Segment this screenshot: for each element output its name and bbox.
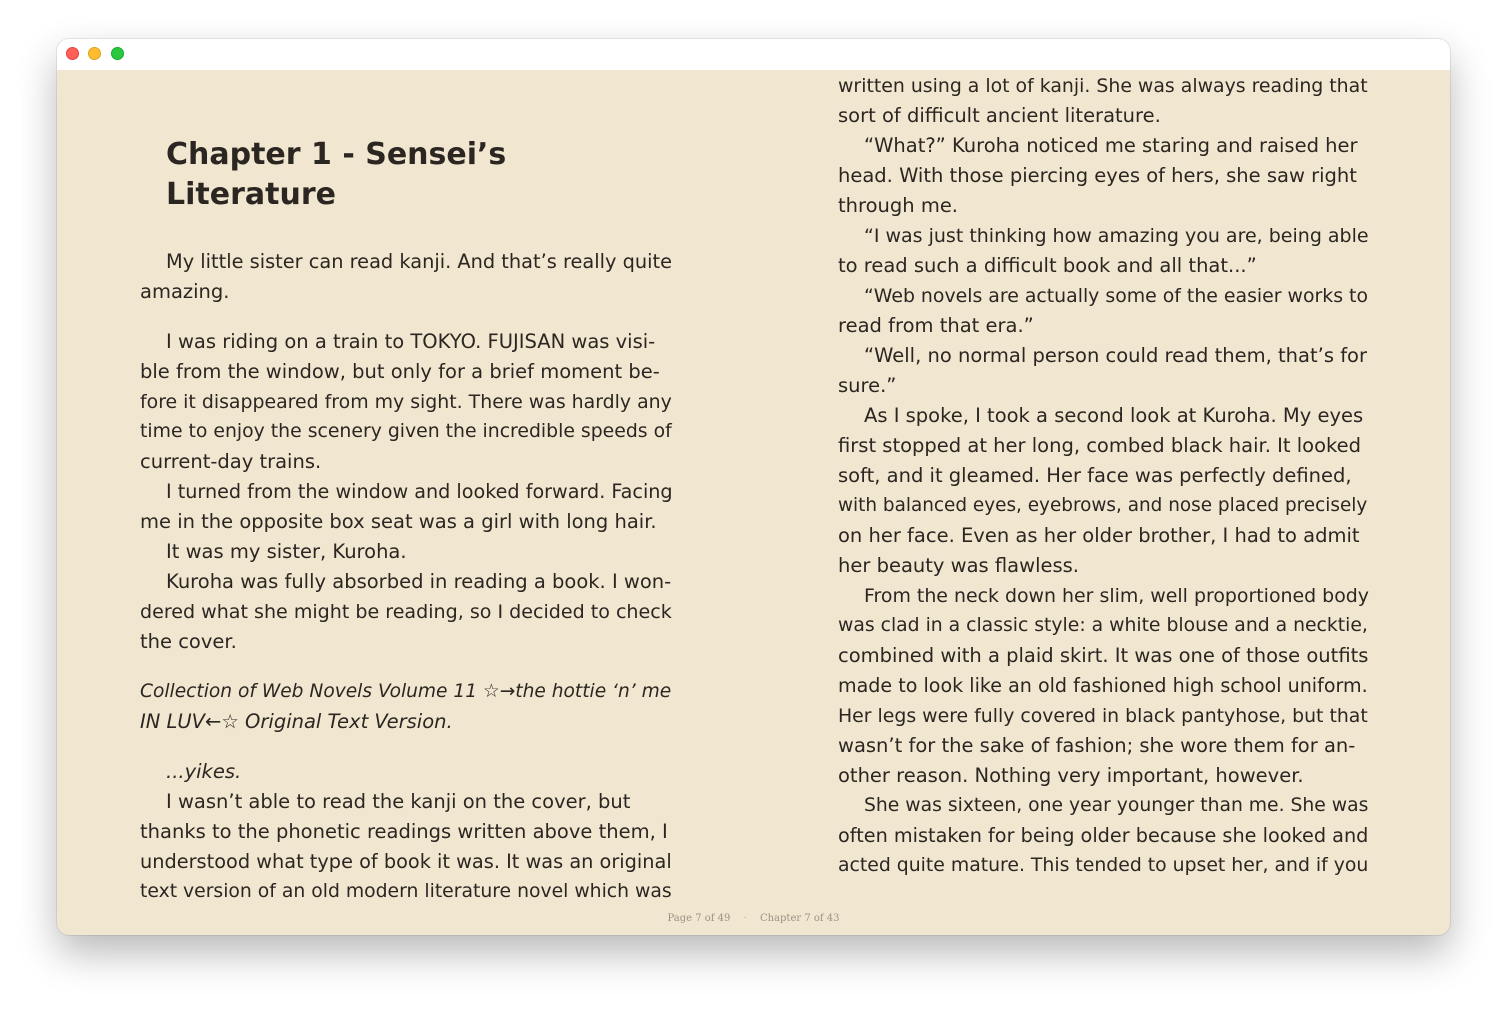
chapter-indicator: Chapter 7 of 43 (759, 913, 840, 924)
text-line: sure.” (838, 374, 897, 397)
text-line: It was my sister, Kuroha. (166, 540, 407, 563)
text-line: current-day trains. (140, 450, 322, 473)
text-line: head. With those piercing eyes of hers, she saw right (838, 164, 1357, 187)
text-line: often mistaken for being older because she looked and (838, 824, 1369, 847)
right-page[interactable] (838, 71, 1368, 881)
footer-separator: · (743, 913, 747, 924)
text-line: was clad in a classic style: a white blouse and a necktie, (838, 615, 1368, 636)
text-line: sort of difficult ancient literature. (838, 104, 1161, 127)
text-line: dered what she might be reading, so I decided to check (140, 601, 672, 623)
text-line: written using a lot of kanji. She was always reading that (838, 75, 1368, 97)
text-line: I was riding on a train to TOKYO. FUJISAN was visi- (166, 330, 656, 353)
text-line: with balanced eyes, eyebrows, and nose placed precisely (838, 495, 1368, 516)
text-line: thanks to the phonetic readings written above them, I (140, 820, 668, 843)
text-line: As I spoke, I took a second look at Kuroha. My eyes (864, 404, 1364, 427)
text-line: She was sixteen, one year younger than me. She was (864, 795, 1369, 816)
text-line: IN LUV←☆ Original Text Version. (140, 710, 453, 733)
text-line: text version of an old modern literature novel which was (140, 881, 672, 902)
text-line: understood what type of book it was. It was an original (140, 850, 672, 873)
left-page-text (140, 247, 672, 907)
text-line: the cover. (140, 630, 237, 653)
right-page-text (838, 71, 1368, 881)
text-line: made to look like an old fashioned high school uniform. (838, 674, 1368, 697)
text-line: Kuroha was fully absorbed in reading a book. I won- (166, 570, 672, 593)
title-bar[interactable] (57, 39, 1450, 70)
left-page[interactable] (140, 135, 672, 907)
page-indicator: Page 7 of 49 (667, 913, 731, 924)
text-line: read from that era.” (838, 314, 1034, 337)
text-line: I wasn’t able to read the kanji on the cover, but (166, 790, 631, 813)
text-line: fore it disappeared from my sight. There was hardly any (140, 391, 672, 413)
page-footer (57, 913, 1450, 924)
text-line: to read such a difficult book and all that...” (838, 254, 1257, 277)
text-line: “What?” Kuroha noticed me staring and raised her (864, 134, 1358, 157)
text-line: first stopped at her long, combed black hair. It looked (838, 434, 1361, 457)
text-line: Collection of Web Novels Volume 11 ☆→the hottie ‘n’ me (140, 681, 672, 702)
close-button[interactable] (66, 47, 79, 60)
text-line: wasn’t for the sake of fashion; she wore them for an- (838, 734, 1356, 757)
chapter-title: Chapter 1 - Sensei’s Literature (166, 137, 507, 212)
text-line: time to enjoy the scenery given the incredible speeds of (140, 421, 672, 442)
text-line: “Web novels are actually some of the easier works to (864, 285, 1368, 307)
text-line: Her legs were fully covered in black pantyhose, but that (838, 705, 1368, 727)
text-line: “I was just thinking how amazing you are, being able (864, 225, 1369, 247)
text-line: other reason. Nothing very important, however. (838, 764, 1304, 787)
text-line: ble from the window, but only for a brief moment be- (140, 360, 660, 383)
minimize-button[interactable] (88, 47, 101, 60)
text-line: me in the opposite box seat was a girl with long hair. (140, 510, 657, 533)
zoom-button[interactable] (111, 47, 124, 60)
text-line: on her face. Even as her older brother, I had to admit (838, 524, 1360, 547)
text-line: My little sister can read kanji. And that’s really quite (166, 250, 672, 273)
reader-window (57, 39, 1450, 935)
text-line: her beauty was flawless. (838, 554, 1080, 577)
text-line: combined with a plaid skirt. It was one of those outfits (838, 644, 1369, 667)
text-line: I turned from the window and looked forward. Facing (166, 480, 673, 503)
text-line: soft, and it gleamed. Her face was perfectly defined, (838, 464, 1352, 487)
text-line: ...yikes. (166, 760, 242, 783)
text-line: acted quite mature. This tended to upset her, and if you (838, 855, 1369, 876)
text-line: through me. (838, 194, 959, 217)
text-line: “Well, no normal person could read them, that’s for (864, 344, 1368, 367)
text-line: From the neck down her slim, well proportioned body (864, 585, 1369, 607)
text-line: amazing. (140, 280, 230, 303)
